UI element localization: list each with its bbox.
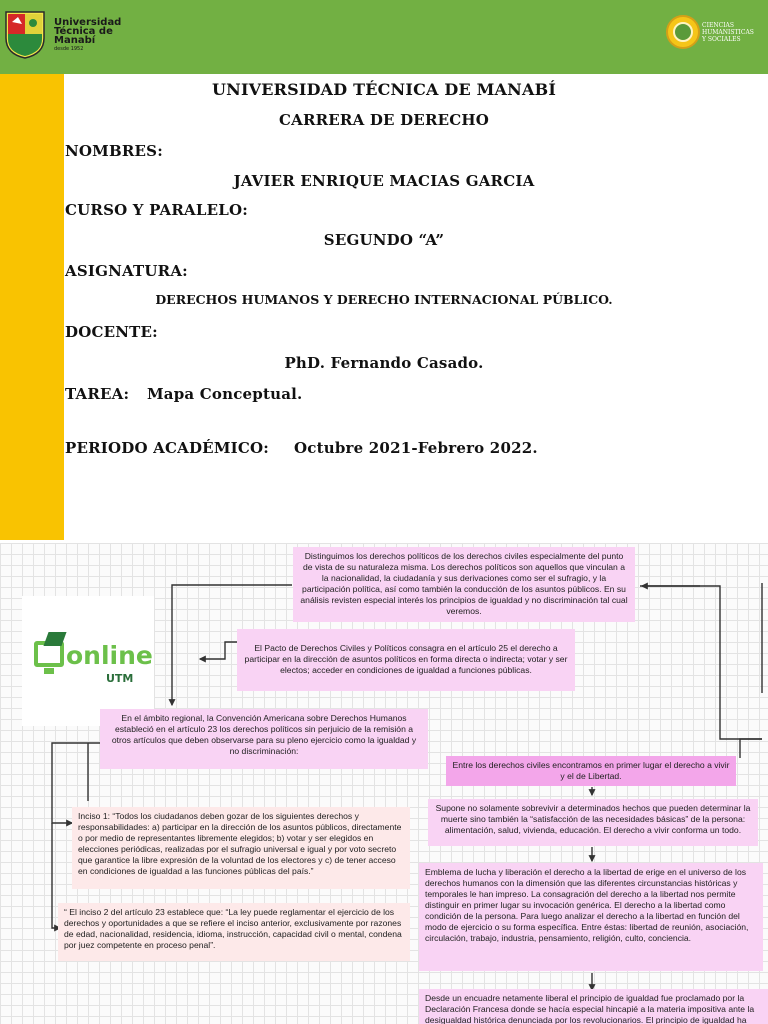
period-value: Octubre 2021-Febrero 2022. xyxy=(294,439,538,457)
box-political-rights: Distinguimos los derechos políticos de los derechos civiles especialmente del punto de vista de su naturaleza misma. Los derechos políticos son aquellos que vinculan a la nacionalidad, la ciudadanía y sus derivaciones como ser el sufragio, y la participación política, así como también la conducción de los asuntos públicos. En su análisis revisten especial interés los principios de igualdad y no discriminación tal cual veremos. xyxy=(293,547,635,622)
course-label: CURSO Y PARALELO: xyxy=(65,201,248,219)
yellow-sidebar xyxy=(0,74,64,540)
concept-map xyxy=(0,543,768,1024)
task-label: TAREA: xyxy=(65,385,130,403)
box-inciso-2: “ El inciso 2 del artículo 23 establece que: “La ley puede reglamentar el ejercicio de los derechos y oportunidades a que se refiere el inciso anterior, exclusivamente por razones de edad, nacionalidad, residencia, idioma, instrucción, capacidad civil o mental, condena por juez competente en proceso penal”. xyxy=(58,903,410,961)
header-band xyxy=(0,0,768,74)
subject-label: ASIGNATURA: xyxy=(65,262,188,280)
box-derecho-libertad: Emblema de lucha y liberación el derecho a la libertad de erige en el universo de los derechos humanos con la dimensión que las diferentes circunstancias históricas y temporales le han impreso. La consagración del derecho a la libertad nos permite distinguir en primer lugar su invocación genérica. El derecho a la libertad como condición de la persona. Para luego analizar el derecho a la libertad en función del modo de ejercicio o su forma específica. Entre éstas: libertad de reunión, asociación, circulación, trabajo, industria, pensamiento, religión, culto, conciencia. xyxy=(419,863,763,971)
task-value: Mapa Conceptual. xyxy=(147,385,303,403)
names-label: NOMBRES: xyxy=(65,142,163,160)
faculty-seal-icon xyxy=(666,15,700,49)
box-pacto-civil-politico: El Pacto de Derechos Civiles y Políticos consagra en el artículo 25 el derecho a participar en la dirección de asuntos políticos en forma directa o indirecta; votar y ser electos; acceder en condiciones de igualdad a funciones públicas. xyxy=(237,629,575,691)
cover-career: CARRERA DE DERECHO xyxy=(278,111,490,129)
university-shield-logo xyxy=(4,8,46,60)
faculty-name: CIENCIAS HUMANISTICAS Y SOCIALES xyxy=(702,22,754,43)
box-derecho-vivir: Supone no solamente sobrevivir a determinados hechos que pueden determinar la muerte sino también la “satisfacción de las necesidades básicas” de la persona: alimentación, salud, vivienda, educación. El derecho a vivir conforma un todo. xyxy=(428,799,758,846)
box-inciso-1: Inciso 1: “Todos los ciudadanos deben gozar de los siguientes derechos y responsabilidades: a) participar en la dirección de los asuntos públicos, directamente o por medio de representantes libremente elegidos; b) votar y ser elegidos en elecciones periódicas, realizadas por el sufragio universal e igual y por voto secreto que garantice la libre expresión de la voluntad de los electores y c) de tener acceso en condiciones de igualdad a las funciones públicas del país.” xyxy=(72,807,410,889)
cover-title: UNIVERSIDAD TÉCNICA DE MANABÍ xyxy=(211,80,557,99)
teacher-label: DOCENTE: xyxy=(65,323,158,341)
course-value: SEGUNDO “A” xyxy=(323,231,445,249)
subject-value: DERECHOS HUMANOS Y DERECHO INTERNACIONAL PÚBLICO. xyxy=(155,292,613,307)
online-utm-logo: online UTM xyxy=(22,596,154,726)
box-principio-igualdad: Desde un encuadre netamente liberal el principio de igualdad fue proclamado por la Declaración Francesa donde se hacía especial hincapié a la materia impositiva ante la desigualdad histórica denunciada por los revolucionarios. El principio de igualdad ha xyxy=(419,989,768,1024)
box-convencion-americana: En el ámbito regional, la Convención Americana sobre Derechos Humanos estableció en el artículo 23 los derechos políticos sin perjuicio de la remisión a otros artículos que deben observarse para su pleno ejercicio como la igualdad y no discriminación: xyxy=(100,709,428,769)
university-name: Universidad Técnica de Manabí desde 1952 xyxy=(54,17,122,52)
names-value: JAVIER ENRIQUE MACIAS GARCIA xyxy=(233,172,535,190)
box-derechos-civiles: Entre los derechos civiles encontramos en primer lugar el derecho a vivir y el de Libertad. xyxy=(446,756,736,786)
period-label: PERIODO ACADÉMICO: xyxy=(65,439,269,457)
teacher-value: PhD. Fernando Casado. xyxy=(284,354,484,372)
